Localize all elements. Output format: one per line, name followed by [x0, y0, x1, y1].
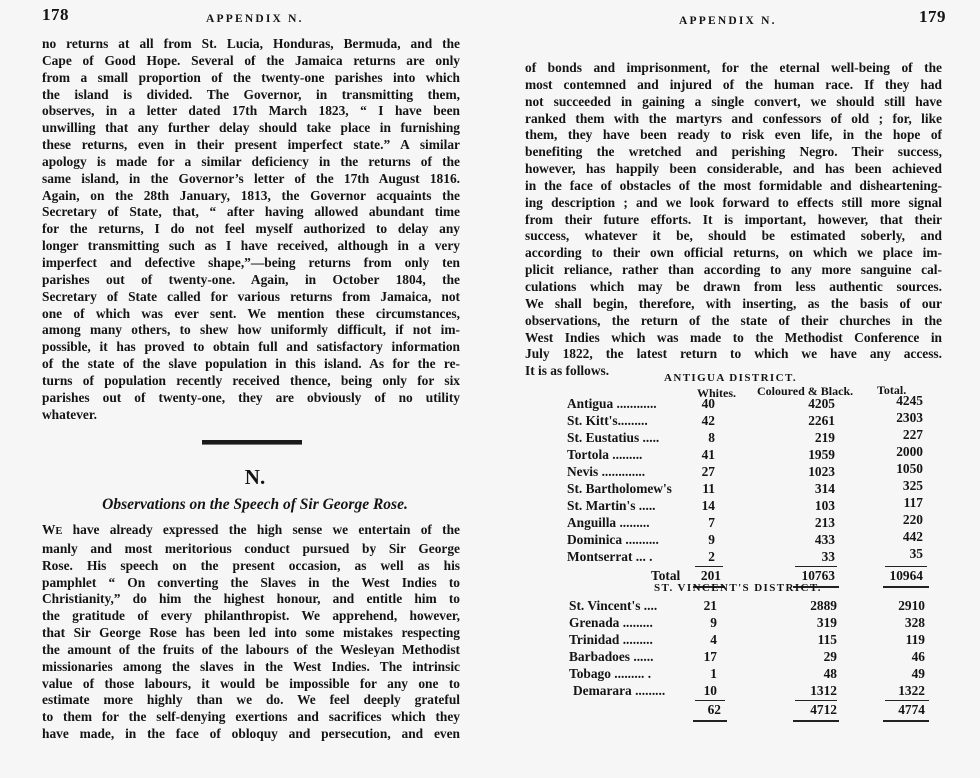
text-line: the gratitude of every philanthropist. We apprehend, however,	[42, 608, 460, 624]
district-heading-st-vincent: ST. VINCENT'S DISTRICT.	[654, 582, 822, 594]
text-line: We shall begin, therefore, with inserting, as the basis of our	[525, 295, 942, 311]
text-line: of bonds and imprisonment, for the eternal well-being of the	[525, 60, 942, 75]
text-line: benefiting the wretched and perishing Negro. Their success,	[525, 144, 942, 160]
small-caps: E	[55, 526, 63, 537]
total-value: 119	[905, 632, 925, 647]
whites-value: 14	[701, 498, 715, 513]
total-value: 2000	[896, 444, 923, 459]
whites-value: 21	[703, 598, 717, 613]
coloured-value: 219	[814, 430, 835, 445]
coloured-total: 10763	[801, 568, 835, 583]
place-name: Grenada .........	[569, 615, 653, 630]
text-line: pamphlet “ On converting the Slaves in the West Indies to	[42, 574, 460, 590]
text-line: apology is made for a similar deficiency in the returns of the	[42, 153, 460, 169]
table-row-total	[563, 702, 933, 719]
text-line: possible, it has proved to obtain full and satisfactory information	[42, 339, 460, 355]
text-line: It is as follows.	[525, 363, 610, 379]
column-header-whites: Whites.	[697, 386, 736, 400]
sum-rule	[695, 700, 725, 701]
sum-rule	[885, 700, 929, 701]
table-row	[563, 632, 933, 649]
total-value: 4245	[896, 393, 923, 408]
text-line: of the state of the slave population in this island. As for the re-	[42, 356, 460, 372]
text-line: Cape of Good Hope. Several of the Jamaica returns are only	[42, 52, 460, 68]
place-name: St. Martin's .....	[567, 498, 656, 513]
total-value: 49	[911, 666, 925, 681]
place-name: Tortola .........	[567, 447, 643, 462]
total-value: 227	[902, 427, 923, 442]
coloured-value: 433	[814, 532, 835, 547]
total-value: 220	[902, 512, 923, 527]
text-line: Secretary of State called for various returns from Jamaica, not	[42, 288, 460, 304]
total-value: 117	[903, 495, 923, 510]
grand-total: 10964	[889, 568, 923, 583]
text-line: turns of population recently received thence, being only for six	[42, 372, 460, 388]
text-line: plicit reliance, rather than according to any more sanguine cal-	[525, 262, 942, 278]
coloured-total: 4712	[810, 702, 837, 717]
coloured-value: 115	[817, 632, 837, 647]
text-line: one of which was ever sent. We mention these circumstances,	[42, 305, 460, 321]
table-row	[563, 683, 933, 700]
total-value: 1050	[896, 461, 923, 476]
sum-rule	[885, 566, 927, 567]
text-line: whatever.	[42, 406, 97, 422]
total-value: 1322	[898, 683, 925, 698]
section-divider-rule	[202, 440, 302, 445]
page-number: 179	[919, 7, 946, 26]
text-line: culations which may be drawn from less authentic sources.	[525, 278, 942, 294]
body-text	[525, 60, 942, 380]
place-name: Demarara .........	[573, 683, 666, 698]
place-name: Antigua ............	[567, 396, 657, 411]
district-heading-antigua: ANTIGUA DISTRICT.	[664, 372, 798, 384]
text-line: the island is divided. The Governor, in transmitting them,	[42, 86, 460, 102]
text-line: Again, on the 28th January, 1813, the Governor acquaints the	[42, 187, 460, 203]
whites-value: 9	[710, 615, 717, 630]
double-rule	[883, 586, 929, 588]
text-line: in the face of obstacles of the most formidable and disheartening-	[525, 177, 942, 193]
text-line: have made, in the face of obloquy and persecution, and even	[42, 726, 460, 742]
text-line: them, they have been ready to risk even life, in the hope of	[525, 127, 942, 143]
total-value: 46	[911, 649, 925, 664]
body-text-top	[42, 36, 460, 423]
text-line: ranked them with the martyrs and confessors of old ; for, like	[525, 110, 942, 126]
place-name: Dominica ..........	[567, 532, 659, 547]
text-line: manly and most meritorious conduct pursued by Sir George	[42, 540, 460, 556]
coloured-value: 2889	[810, 598, 837, 613]
whites-value: 41	[701, 447, 715, 462]
whites-value: 2	[708, 549, 715, 564]
text-line: Rose. His speech on the present occasion, as well as his	[42, 557, 460, 573]
coloured-value: 314	[814, 481, 835, 496]
total-value: 325	[902, 478, 923, 493]
text-line: from their future efforts. It is important, however, that their	[525, 211, 942, 227]
table-row	[563, 666, 933, 683]
whites-value: 4	[710, 632, 717, 647]
text-line: estimate more highly than we do. We feel deeply grateful	[42, 692, 460, 708]
coloured-value: 29	[823, 649, 837, 664]
coloured-value: 213	[814, 515, 835, 530]
text-line: same island, in the Governor’s letter of the 17th August 1816.	[42, 170, 460, 186]
coloured-value: 4205	[808, 396, 835, 411]
total-value: 2303	[896, 410, 923, 425]
text-line: among many others, to shew how uniformly difficult, if not im-	[42, 322, 460, 338]
text-line: most contemned and injured of the human race. If they had	[525, 76, 942, 92]
text-line: ing description ; and we look forward to effects still more signal	[525, 194, 942, 210]
total-value: 442	[902, 529, 923, 544]
text-line: that Sir George Rose has been led into some mistakes respecting	[42, 625, 460, 641]
place-name: St. Kitt's.........	[567, 413, 648, 428]
text-line: success, whatever it be, should be estimated soberly, and	[525, 228, 942, 244]
place-name: Barbadoes ......	[569, 649, 654, 664]
text-line: for the returns, I do not feel myself authorized to delay any	[42, 221, 460, 237]
text-line: to them for the self-denying exertions and sacrifices which they	[42, 709, 460, 725]
column-header-coloured: Coloured & Black.	[757, 384, 854, 398]
whites-value: 9	[708, 532, 715, 547]
sum-rule	[795, 700, 837, 701]
total-value: 328	[904, 615, 925, 630]
text-line: no returns at all from St. Lucia, Honduras, Bermuda, and the	[42, 36, 460, 51]
double-rule	[883, 720, 929, 722]
text-line: not succeeded in gaining a single convert, we should still have	[525, 93, 942, 109]
page-number: 178	[42, 5, 69, 24]
drop-cap: W	[42, 522, 56, 537]
coloured-value: 33	[821, 549, 835, 564]
text-line: West Indies which was made to the Methodist Conference in	[525, 329, 942, 345]
text-line: value of those labours, it would be impossible for any one to	[42, 675, 460, 691]
whites-total: 201	[700, 568, 721, 583]
table-row	[563, 546, 933, 566]
whites-value: 8	[708, 430, 715, 445]
whites-value: 11	[702, 481, 715, 496]
coloured-value: 1312	[810, 683, 837, 698]
text-line: the amount of the fruits of the labours of the Wesleyan Methodist	[42, 641, 460, 657]
whites-value: 1	[710, 666, 717, 681]
text-line-first	[42, 522, 460, 541]
whites-value: 10	[703, 683, 717, 698]
whites-value: 7	[708, 515, 715, 530]
text-line: observes, in a letter dated 17th March 1823, “ I have been	[42, 103, 460, 119]
text-line: however, has happily been considerable, and has been achieved	[525, 161, 942, 177]
place-name: St. Vincent's ....	[569, 598, 658, 613]
running-head	[525, 0, 946, 40]
text-line: parishes out of twenty-one, they are obviously of no utility	[42, 389, 460, 405]
place-name: Tobago ......... .	[569, 666, 652, 681]
grand-total: 4774	[898, 702, 925, 717]
text-line: unwilling that any further delay should take place in furnishing	[42, 120, 460, 136]
double-rule	[693, 720, 727, 722]
text-line: according to their own official returns, on which we place im-	[525, 245, 942, 261]
place-name: Anguilla .........	[567, 515, 650, 530]
coloured-value: 48	[823, 666, 837, 681]
table-row	[563, 598, 933, 615]
section-heading: N.	[244, 465, 266, 489]
text-line: missionaries among the slaves in the West Indies. The intrinsic	[42, 658, 460, 674]
coloured-value: 103	[814, 498, 835, 513]
text-line: parishes out of twenty-one. Again, in October 1804, the	[42, 271, 460, 287]
text-line: Secretary of State, that, “ after having allowed abundant time	[42, 204, 460, 220]
sum-rule	[695, 566, 723, 567]
text-line: July 1822, the latest return to which we have any access.	[525, 346, 942, 362]
double-rule	[793, 720, 839, 722]
coloured-value: 319	[816, 615, 837, 630]
table-row	[563, 649, 933, 666]
place-name: Montserrat ... .	[567, 549, 653, 564]
table-row	[563, 615, 933, 632]
whites-value: 42	[701, 413, 715, 428]
coloured-value: 2261	[808, 413, 835, 428]
text-line: longer transmitting such as I have received, although in a very	[42, 238, 460, 254]
text-line: imperfect and defective shape,”—being returns from only ten	[42, 254, 460, 270]
total-value: 35	[909, 546, 923, 561]
coloured-value: 1959	[808, 447, 835, 462]
place-name: St. Bartholomew's	[567, 481, 672, 496]
left-page	[38, 0, 460, 742]
text-line: these returns, even in their present imperfect state.” A similar	[42, 137, 460, 153]
whites-total: 62	[707, 702, 721, 717]
place-name: Nevis .............	[567, 464, 646, 479]
total-label: Total	[651, 568, 681, 583]
text-line: Christianity,” do him the highest honour, and entitle him to	[42, 591, 460, 607]
whites-value: 27	[701, 464, 715, 479]
total-value: 2910	[898, 598, 925, 613]
running-head	[38, 0, 456, 28]
coloured-value: 1023	[808, 464, 835, 479]
running-head-title: APPENDIX N.	[679, 15, 777, 27]
body-text-bottom	[42, 522, 460, 743]
column-header-total: Total.	[877, 383, 907, 397]
place-name: Trinidad .........	[569, 632, 653, 647]
text-fragment: have already expressed the high sense we entertain of the	[62, 522, 460, 537]
text-line: from a small proportion of the twenty-one parishes into which	[42, 69, 460, 85]
whites-value: 17	[703, 649, 717, 664]
running-head-title: APPENDIX N.	[206, 13, 304, 25]
whites-value: 40	[701, 396, 715, 411]
place-name: St. Eustatius .....	[567, 430, 660, 445]
text-line: observations, the return of the state of their churches in the	[525, 312, 942, 328]
sum-rule	[795, 566, 837, 567]
section-title: Observations on the Speech of Sir George Rose.	[102, 496, 408, 513]
